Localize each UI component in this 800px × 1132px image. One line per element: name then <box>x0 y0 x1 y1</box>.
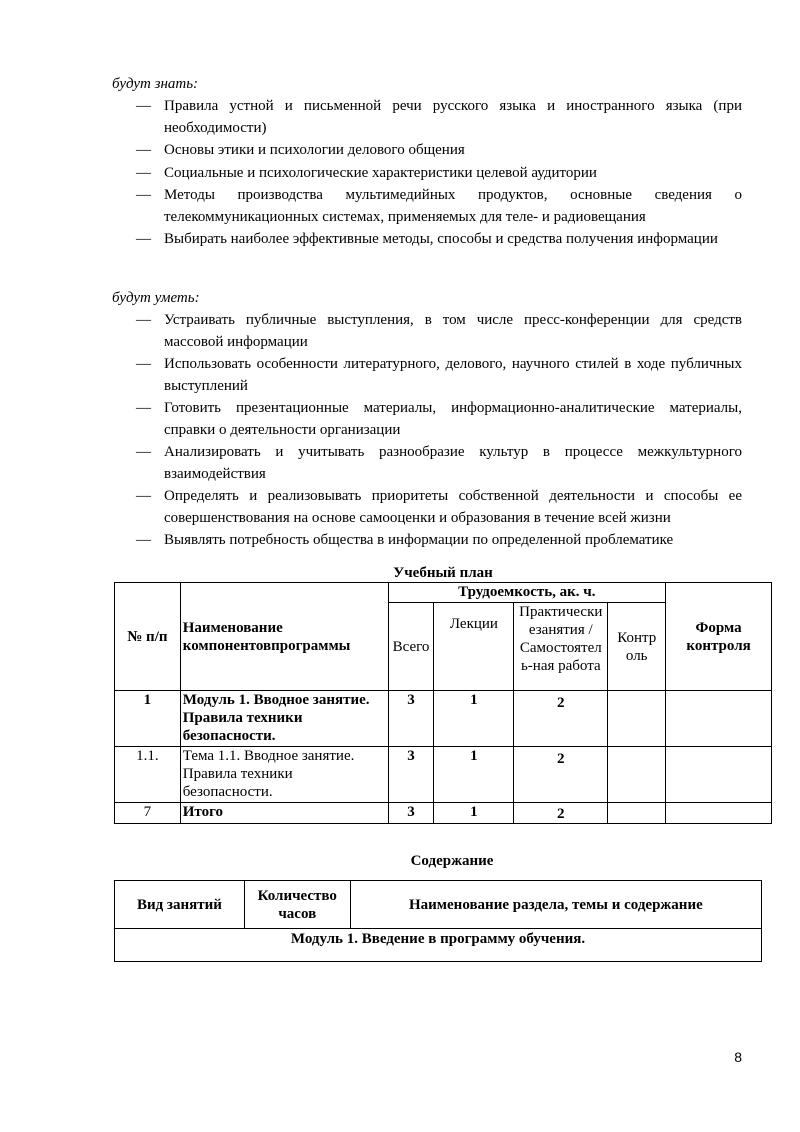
list-item: — Использовать особенности литературного, делового, научного стилей в ходе публичных выступлений <box>136 356 742 394</box>
list-item: — Выбирать наиболее эффективные методы, способы и средства получения информации <box>136 231 718 247</box>
list-item: — Готовить презентационные материалы, информационно-аналитические материалы, справки о деятельности организации <box>136 400 742 438</box>
header-total: Всего <box>388 603 434 691</box>
header-labor: Трудоемкость, ак. ч. <box>388 583 666 603</box>
know-list <box>136 96 742 252</box>
header-control: Контр оль <box>608 603 666 691</box>
can-heading: будут уметь: <box>112 290 200 306</box>
header-section: Наименование раздела, темы и содержание <box>350 881 761 929</box>
plan-table <box>114 582 772 824</box>
module-row: Модуль 1. Введение в программу обучения. <box>115 929 762 962</box>
table-row: 1.1. Тема 1.1. Вводное занятие. Правила техники безопасности. 3 1 2 <box>115 747 772 803</box>
can-list <box>136 310 742 553</box>
table-row <box>115 929 762 962</box>
list-item: — Определять и реализовывать приоритеты собственной деятельности и способы ее совершенствования на основе самооценки и образования в течение всей жизни <box>136 488 742 526</box>
header-form: Форма контроля <box>666 583 772 691</box>
list-item: — Социальные и психологические характеристики целевой аудитории <box>136 164 597 181</box>
header-hours: Количество часов <box>244 881 350 929</box>
content-title: Содержание <box>410 853 494 869</box>
list-item: — Выявлять потребность общества в информации по определенной проблематике <box>136 532 674 548</box>
table-row: 7 Итого 3 1 2 <box>115 803 772 824</box>
header-type: Вид занятий <box>115 881 245 929</box>
page-number: 8 <box>734 1049 742 1065</box>
list-item: — Анализировать и учитывать разнообразие культур в процессе межкультурного взаимодействия <box>136 444 742 482</box>
plan-title: Учебный план <box>393 565 493 581</box>
table-row: 1 Модуль 1. Вводное занятие. Правила техники безопасности. 3 1 2 <box>115 691 772 747</box>
list-item: — Основы этики и психологии делового общения <box>136 142 465 158</box>
header-num: № п/п <box>115 583 181 691</box>
content-table <box>114 880 762 962</box>
header-lectures: Лекции <box>434 603 514 691</box>
know-heading: будут знать: <box>112 76 199 92</box>
header-practice: Практически езанятия / Самостоятел ь-ная работа <box>514 603 608 691</box>
list-item: — Устраивать публичные выступления, в том числе пресс-конференции для средств массовой информации <box>136 312 742 350</box>
list-item: — Правила устной и письменной речи русского языка и иностранного языка (при необходимости) <box>136 98 742 136</box>
list-item: — Методы производства мультимедийных продуктов, основные сведения о телекоммуникационных системах, применяемых для теле- и радиовещания <box>136 187 742 225</box>
header-name: Наименование компонентовпрограммы <box>180 583 388 691</box>
